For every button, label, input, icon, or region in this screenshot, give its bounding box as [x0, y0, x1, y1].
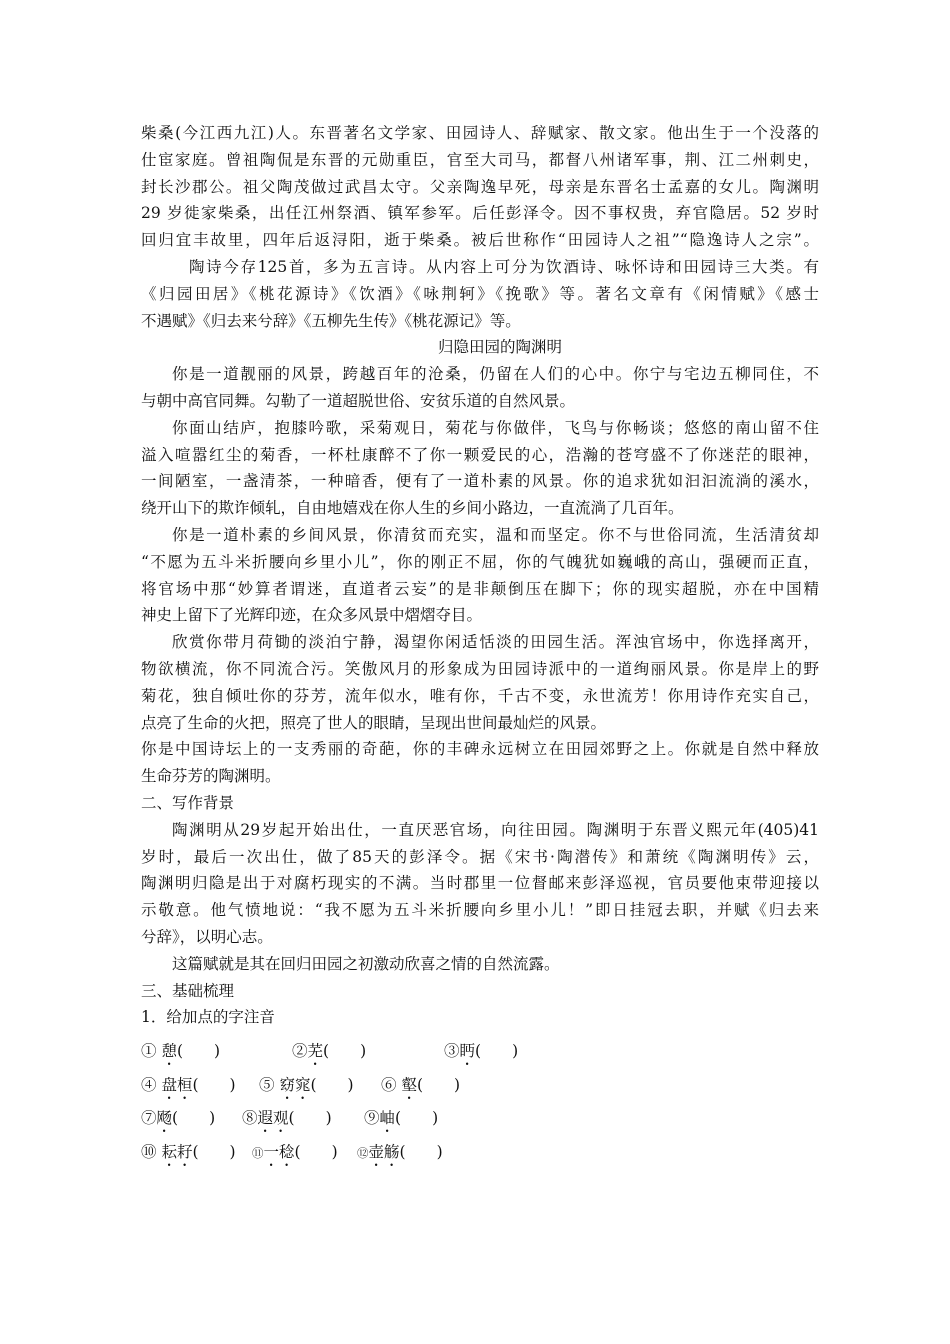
- item-number: ⑫: [357, 1145, 369, 1160]
- text-line: 29 岁徙家柴桑，出任江州祭酒、镇军参军。后任彭泽令。因不事权贵，弃官隐居。52 岁时: [141, 204, 819, 223]
- exercise-row: [141, 1136, 819, 1170]
- text-line: 你是一道朴素的乡间风景，你清贫而充实，温和而坚定。你不与世俗同流，生活清贫却: [172, 525, 819, 544]
- text-line: 一间陋室，一盏清茶，一种暗香，便有了一道朴素的风景。你的追求犹如汩汩流淌的溪水，: [141, 472, 819, 491]
- text-line: 示敬意。他气愤地说：“我不愿为五斗米折腰向乡里小儿！”即日挂冠去职，并赋《归去来: [141, 901, 819, 920]
- background-closing-line: 这篇赋就是其在回归田园之初激动欣喜之情的自然流露。: [172, 954, 560, 973]
- item-number: ④: [141, 1075, 157, 1094]
- background-paragraph: [141, 817, 819, 951]
- section-heading-background: 二、写作背景: [141, 793, 235, 812]
- document-body: [141, 120, 819, 1169]
- exercise-row: [141, 1102, 819, 1136]
- dotted-word: 遐观: [257, 1109, 289, 1128]
- text-line: 陶诗今存125首，多为五言诗。从内容上可分为饮酒诗、咏怀诗和田园诗三大类。有: [189, 257, 819, 276]
- exercise-row: [141, 1069, 819, 1103]
- answer-blank[interactable]: ( ): [323, 1042, 367, 1061]
- text-line: 封长沙郡公。祖父陶茂做过武昌太守。父亲陶逸早死，母亲是东晋名士孟嘉的女儿。陶渊明: [141, 177, 819, 196]
- text-line: 陶渊明归隐是出于对腐朽现实的不满。当时郡里一位督邮来彭泽巡视，官员要他束带迎接以: [141, 874, 819, 893]
- text-line: 兮辞》，以明心志。: [141, 927, 273, 946]
- essay-paragraph-4: [141, 629, 819, 736]
- item-number: ②: [292, 1042, 308, 1061]
- dotted-word: 耘耔: [161, 1142, 193, 1161]
- text-line: 与朝中高官同舞。勾勒了一道超脱世俗、安贫乐道的自然风景。: [141, 391, 576, 410]
- item-number: ⑪: [252, 1145, 264, 1160]
- text-line: “不愿为五斗米折腰向乡里小儿”，你的刚正不屈，你的气魄犹如巍峨的高山，强硬而正直，: [141, 552, 819, 571]
- exercise-item: [141, 1102, 215, 1136]
- answer-blank[interactable]: ( ): [172, 1109, 216, 1128]
- exercise-item: [381, 1069, 460, 1103]
- text-line: 回归宜丰故里，四年后返浔阳，逝于柴桑。被后世称作“田园诗人之祖”“隐逸诗人之宗”。: [141, 231, 819, 250]
- exercise-item: [292, 1035, 366, 1069]
- text-line: 你是中国诗坛上的一支秀丽的奇葩，你的丰碑永远树立在田园郊野之上。你就是自然中释放: [141, 740, 819, 759]
- text-line: 点亮了生命的火把，照亮了世人的眼睛，呈现出世间最灿烂的风景。: [141, 713, 607, 732]
- text-line: 你面山结庐，抱膝吟歌，采菊观日，菊花与你做伴，飞鸟与你畅谈；悠悠的南山留不住: [172, 418, 819, 437]
- item-number: ⑤: [259, 1075, 275, 1094]
- answer-blank[interactable]: ( ): [192, 1075, 236, 1094]
- exercise-item: [259, 1069, 354, 1103]
- exercise-row: [141, 1035, 819, 1069]
- text-line: 柴桑(今江西九江)人。东晋著名文学家、田园诗人、辞赋家、散文家。他出生于一个没落的: [141, 124, 819, 142]
- answer-blank[interactable]: ( ): [399, 1142, 443, 1161]
- text-line: 绕开山下的欺诈倾轧，自由地嬉戏在你人生的乡间小路边，一直流淌了几百年。: [141, 499, 684, 518]
- answer-blank[interactable]: ( ): [416, 1075, 461, 1094]
- answer-blank[interactable]: ( ): [176, 1042, 221, 1061]
- works-paragraph: [141, 254, 819, 334]
- exercise-item: [141, 1069, 236, 1103]
- answer-blank[interactable]: ( ): [475, 1042, 519, 1061]
- text-line: 生命芬芳的陶渊明。: [141, 767, 281, 786]
- dotted-word: 飏: [156, 1109, 173, 1128]
- text-line: 不遇赋》《归去来兮辞》《五柳先生传》《桃花源记》等。: [141, 311, 521, 330]
- text-line: 将官场中那“妙算者谓迷，直道者云妄”的是非颠倒压在脚下；你的现实超脱，亦在中国精: [141, 579, 819, 598]
- answer-blank[interactable]: ( ): [288, 1109, 332, 1128]
- text-line: 溢入喧嚣红尘的菊香，一杯杜康醉不了你一颗爱民的心，浩瀚的苍穹盛不了你迷茫的眼神，: [141, 445, 819, 464]
- essay-paragraph-3: [141, 522, 819, 629]
- pronunciation-exercise: [141, 1035, 819, 1169]
- item-number: ③: [444, 1042, 460, 1061]
- exercise-item: [141, 1136, 236, 1170]
- text-line: 物欲横流，你不同流合污。笑傲风月的形象成为田园诗派中的一道绚丽风景。你是岸上的野: [141, 659, 819, 678]
- item-number: ⑥: [381, 1075, 397, 1094]
- item-number: ①: [141, 1042, 157, 1061]
- item-number: ⑨: [364, 1109, 380, 1128]
- exercise-item: [364, 1102, 438, 1136]
- dotted-word: 壶觞: [368, 1142, 400, 1161]
- answer-blank[interactable]: ( ): [192, 1142, 236, 1161]
- exercise-item: [357, 1136, 443, 1171]
- text-line: 岁时，最后一次出仕，做了85天的彭泽令。据《宋书·陶潜传》和萧统《陶渊明传》云，: [141, 847, 819, 866]
- essay-paragraph-5: [141, 736, 819, 790]
- dotted-word: 岫: [379, 1109, 396, 1128]
- item-number: ⑩: [141, 1142, 157, 1161]
- exercise-item: [141, 1035, 220, 1069]
- text-line: 仕宦家庭。曾祖陶侃是东晋的元勋重臣，官至大司马，都督八州诸军事，荆、江二州刺史，: [141, 150, 819, 169]
- text-line: 神史上留下了光辉印迹，在众多风景中熠熠夺目。: [141, 606, 483, 625]
- exercise-item: [242, 1102, 332, 1136]
- text-line: 你是一道靓丽的风景，跨越百年的沧桑，仍留在人们的心中。你宁与宅边五柳同住，不: [172, 365, 819, 384]
- answer-blank[interactable]: ( ): [294, 1142, 338, 1161]
- text-line: 欣赏你带月荷锄的淡泊宁静，渴望你闲适恬淡的田园生活。浑浊官场中，你选择离开，: [172, 633, 819, 652]
- section-heading-basics: 三、基础梳理: [141, 981, 235, 1000]
- exercise-item: [444, 1035, 518, 1069]
- answer-blank[interactable]: ( ): [395, 1109, 439, 1128]
- essay-title: 归隐田园的陶渊明: [437, 338, 562, 357]
- text-line: 陶渊明从29岁起开始出仕，一直厌恶官场，向往田园。陶渊明于东晋义熙元年(405)41: [172, 820, 819, 839]
- text-line: 《归园田居》《桃花源诗》《饮酒》《咏荆轲》《挽歌》等。著名文章有《闲情赋》《感士: [141, 284, 819, 303]
- item-number: ⑧: [242, 1109, 258, 1128]
- exercise-item: [252, 1136, 338, 1171]
- dotted-word: 憩: [161, 1042, 177, 1061]
- dotted-word: 眄: [459, 1042, 476, 1061]
- item-number: ⑦: [141, 1109, 157, 1128]
- dotted-word: 窈窕: [279, 1075, 311, 1094]
- essay-paragraph-2: [141, 415, 819, 522]
- dotted-word: 壑: [401, 1075, 417, 1094]
- dotted-word: 盘桓: [161, 1075, 193, 1094]
- dotted-word: 芜: [307, 1042, 324, 1061]
- exercise-title: 1．给加点的字注音: [141, 1008, 275, 1027]
- author-intro-paragraph: [141, 120, 819, 254]
- text-line: 菊花，独自倾吐你的芬芳，流年似水，唯有你，千古不变，永世流芳！你用诗作充实自己，: [141, 686, 819, 705]
- answer-blank[interactable]: ( ): [310, 1075, 354, 1094]
- dotted-word: 一稔: [263, 1142, 295, 1161]
- essay-paragraph-1: [141, 361, 819, 415]
